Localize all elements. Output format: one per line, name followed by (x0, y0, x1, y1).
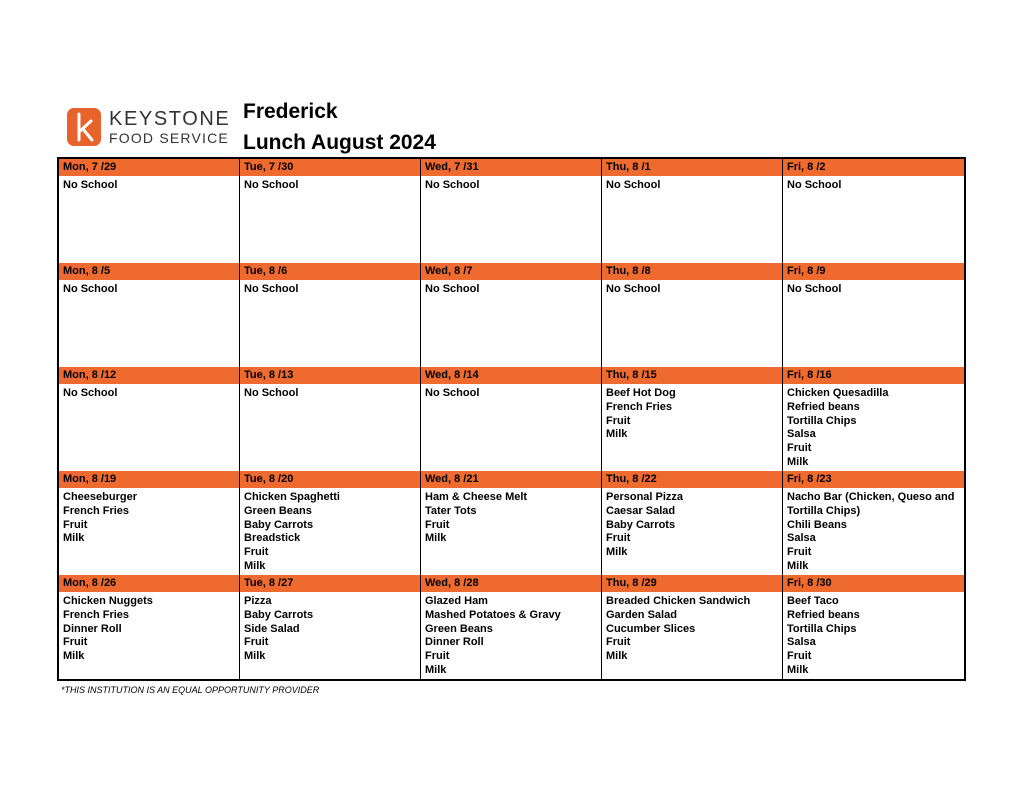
menu-item: Fruit (787, 546, 812, 559)
menu-item: No School (63, 179, 118, 191)
menu-item: Baby Carrots (244, 518, 314, 531)
day-cell (602, 471, 783, 575)
day-cell (421, 471, 602, 575)
day-cell (59, 471, 240, 575)
day-cell (421, 263, 602, 367)
menu-items (602, 592, 782, 664)
menu-item: Fruit (606, 532, 631, 545)
day-header: Fri, 8 /9 (783, 263, 964, 280)
day-header: Tue, 8 /27 (240, 575, 420, 592)
menu-item: Dinner Roll (63, 622, 122, 635)
day-cell (421, 367, 602, 471)
menu-item: No School (244, 387, 299, 399)
day-cell (783, 263, 964, 367)
menu-items (602, 488, 782, 560)
menu-item: Glazed Ham (425, 595, 488, 607)
brand-subtitle: FOOD SERVICE (109, 130, 229, 146)
menu-item: Side Salad (244, 622, 300, 635)
menu-items (59, 384, 239, 401)
menu-item: Green Beans (244, 504, 312, 517)
day-cell (59, 575, 240, 679)
menu-item: French Fries (63, 504, 130, 517)
day-header: Mon, 8 /12 (59, 367, 239, 384)
day-cell (602, 263, 783, 367)
footer-disclaimer: *THIS INSTITUTION IS AN EQUAL OPPORTUNITY PROVIDER (61, 685, 320, 695)
day-header: Wed, 8 /14 (421, 367, 601, 384)
menu-items (421, 488, 601, 546)
menu-item: Salsa (787, 532, 816, 545)
day-cell (240, 263, 421, 367)
menu-item: Milk (606, 428, 628, 441)
menu-item: Breaded Chicken Sandwich (606, 595, 751, 607)
menu-item: Milk (787, 663, 809, 676)
day-header: Tue, 8 /13 (240, 367, 420, 384)
menu-items (240, 280, 420, 297)
menu-item: Fruit (787, 442, 812, 455)
menu-item: No School (63, 387, 118, 399)
menu-item: Milk (425, 532, 447, 545)
day-header: Tue, 8 /20 (240, 471, 420, 488)
menu-item: French Fries (63, 608, 130, 621)
menu-item: No School (244, 283, 299, 295)
menu-item: Mashed Potatoes & Gravy (425, 608, 561, 621)
menu-item: No School (787, 283, 842, 295)
day-cell (59, 263, 240, 367)
menu-item: Fruit (63, 636, 88, 649)
day-header: Wed, 7 /31 (421, 159, 601, 176)
menu-item: Fruit (606, 414, 631, 427)
menu-item: Milk (244, 559, 266, 572)
menu-item: Baby Carrots (606, 518, 676, 531)
menu-item: Fruit (244, 546, 269, 559)
menu-item: Chicken Nuggets (63, 595, 153, 607)
day-cell (240, 367, 421, 471)
day-cell (240, 575, 421, 679)
menu-item: Green Beans (425, 622, 493, 635)
day-header: Fri, 8 /16 (783, 367, 964, 384)
day-header: Tue, 8 /6 (240, 263, 420, 280)
menu-item: Fruit (244, 636, 269, 649)
day-cell (602, 575, 783, 679)
menu-item: Tater Tots (425, 504, 477, 517)
menu-item: Milk (787, 559, 809, 572)
menu-item: Breadstick (244, 532, 301, 545)
day-cell (240, 159, 421, 263)
menu-item: Cheeseburger (63, 491, 137, 503)
menu-item: Nacho Bar (Chicken, Queso and Tortilla Chips) (787, 491, 955, 517)
menu-item: Milk (63, 650, 85, 663)
day-header: Mon, 8 /5 (59, 263, 239, 280)
menu-items (59, 176, 239, 193)
menu-item: Milk (425, 663, 447, 676)
keystone-logo (67, 106, 232, 150)
menu-item: Chili Beans (787, 518, 847, 531)
menu-item: Cucumber Slices (606, 622, 696, 635)
menu-items (421, 176, 601, 193)
day-cell (783, 575, 964, 679)
day-header: Mon, 8 /26 (59, 575, 239, 592)
menu-item: Chicken Spaghetti (244, 491, 340, 503)
day-header: Wed, 8 /21 (421, 471, 601, 488)
brand-name: KEYSTONE (109, 108, 231, 130)
day-cell (421, 159, 602, 263)
menu-title: Lunch August 2024 (243, 131, 436, 154)
menu-items (59, 488, 239, 546)
day-header: Thu, 8 /15 (602, 367, 782, 384)
day-cell (602, 159, 783, 263)
menu-item: Milk (787, 455, 809, 468)
menu-item: Salsa (787, 428, 816, 441)
menu-item: Chicken Quesadilla (787, 387, 889, 399)
menu-item: Fruit (425, 518, 450, 531)
menu-items (602, 280, 782, 297)
menu-item: Personal Pizza (606, 491, 684, 503)
lunch-calendar (57, 157, 966, 681)
menu-item: No School (425, 387, 480, 399)
menu-item: Baby Carrots (244, 608, 314, 621)
day-cell (602, 367, 783, 471)
day-cell (783, 367, 964, 471)
menu-item: Refried beans (787, 608, 860, 621)
menu-items (421, 384, 601, 401)
menu-item: No School (606, 179, 661, 191)
menu-items (602, 176, 782, 193)
menu-item: Refried beans (787, 400, 860, 413)
day-header: Thu, 8 /8 (602, 263, 782, 280)
menu-item: Fruit (425, 650, 450, 663)
menu-item: Beef Taco (787, 595, 839, 607)
menu-items (59, 280, 239, 297)
day-cell (59, 367, 240, 471)
menu-item: Beef Hot Dog (606, 387, 676, 399)
menu-item: Milk (606, 650, 628, 663)
menu-item: French Fries (606, 400, 673, 413)
menu-item: No School (63, 283, 118, 295)
menu-item: Pizza (244, 595, 272, 607)
menu-item: Dinner Roll (425, 636, 484, 649)
day-header: Wed, 8 /28 (421, 575, 601, 592)
menu-items (783, 280, 964, 297)
day-header: Thu, 8 /22 (602, 471, 782, 488)
menu-item: Tortilla Chips (787, 622, 857, 635)
day-header: Fri, 8 /2 (783, 159, 964, 176)
day-cell (59, 159, 240, 263)
menu-item: Milk (606, 546, 628, 559)
menu-items (783, 384, 964, 470)
menu-items (421, 280, 601, 297)
menu-item: Fruit (606, 636, 631, 649)
school-name: Frederick (243, 100, 338, 123)
day-header: Fri, 8 /30 (783, 575, 964, 592)
menu-items (421, 592, 601, 678)
menu-item: Milk (244, 650, 266, 663)
menu-items (783, 488, 964, 574)
menu-item: Fruit (787, 650, 812, 663)
menu-item: No School (244, 179, 299, 191)
menu-item: Caesar Salad (606, 504, 676, 517)
menu-item: Milk (63, 532, 85, 545)
menu-items (240, 592, 420, 664)
day-cell (783, 159, 964, 263)
day-header: Fri, 8 /23 (783, 471, 964, 488)
day-header: Wed, 8 /7 (421, 263, 601, 280)
day-header: Tue, 7 /30 (240, 159, 420, 176)
day-header: Mon, 7 /29 (59, 159, 239, 176)
menu-item: No School (425, 283, 480, 295)
menu-items (59, 592, 239, 664)
menu-item: Tortilla Chips (787, 414, 857, 427)
menu-items (240, 176, 420, 193)
menu-items (240, 488, 420, 574)
menu-item: Fruit (63, 518, 88, 531)
menu-items (240, 384, 420, 401)
day-cell (240, 471, 421, 575)
day-cell (421, 575, 602, 679)
day-header: Mon, 8 /19 (59, 471, 239, 488)
menu-items (602, 384, 782, 442)
day-header: Thu, 8 /1 (602, 159, 782, 176)
menu-item: No School (425, 179, 480, 191)
keystone-k-icon (67, 108, 101, 146)
menu-item: Salsa (787, 636, 816, 649)
menu-item: Ham & Cheese Melt (425, 491, 528, 503)
menu-items (783, 592, 964, 678)
menu-items (783, 176, 964, 193)
day-header: Thu, 8 /29 (602, 575, 782, 592)
menu-item: Garden Salad (606, 608, 677, 621)
day-cell (783, 471, 964, 575)
menu-item: No School (787, 179, 842, 191)
menu-item: No School (606, 283, 661, 295)
